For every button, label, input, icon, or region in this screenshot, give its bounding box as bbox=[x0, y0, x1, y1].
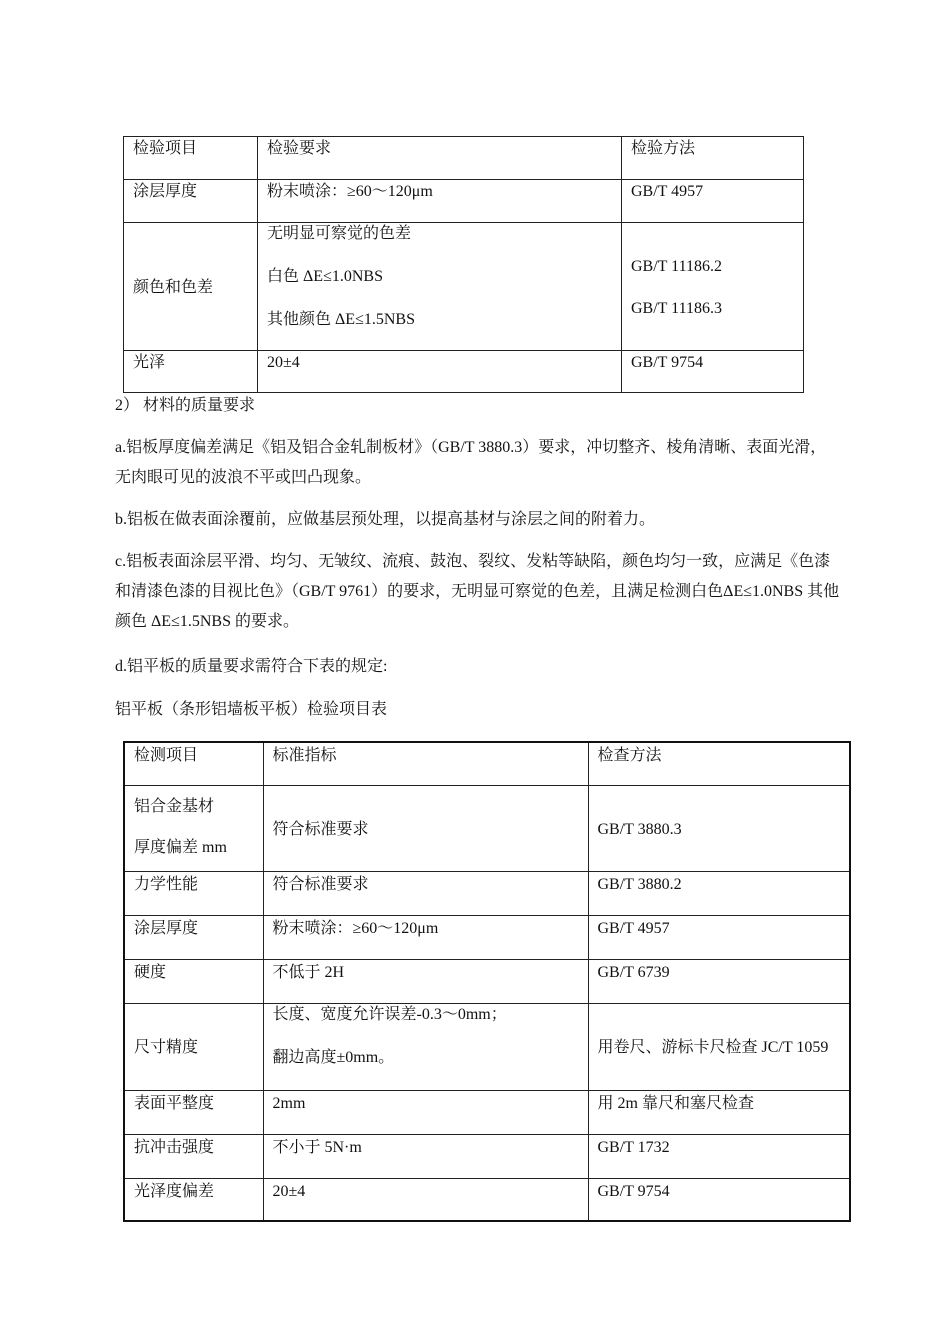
requirement-cell bbox=[258, 351, 622, 393]
item-cell: 表面平整度 bbox=[124, 1090, 263, 1134]
cell-line: 长度、宽度允许误差-0.3～0mm； bbox=[272, 1005, 507, 1023]
method-cell bbox=[588, 785, 850, 871]
header-cell: 检验方法 bbox=[622, 137, 804, 180]
item-cell: 尺寸精度 bbox=[124, 1003, 263, 1090]
cell-line: 粉末喷涂：≥60～120μm bbox=[267, 183, 433, 200]
cell-line: 20±4 bbox=[267, 354, 300, 371]
item-cell: 涂层厚度 bbox=[124, 180, 258, 223]
header-cell: 检查方法 bbox=[588, 742, 850, 785]
item-cell: 力学性能 bbox=[124, 871, 263, 915]
standard-cell: 不低于 2H bbox=[263, 959, 588, 1003]
table-header-row bbox=[124, 137, 804, 180]
cell-line: GB/T 3880.3 bbox=[597, 820, 682, 838]
item-cell: 光泽度偏差 bbox=[124, 1178, 263, 1221]
section-heading: 2） 材料的质量要求 bbox=[115, 397, 256, 414]
table-row bbox=[124, 351, 804, 393]
table-row bbox=[124, 1178, 850, 1221]
table-header-row bbox=[124, 742, 850, 785]
item-cell: 颜色和色差 bbox=[124, 223, 258, 351]
table-row bbox=[124, 1134, 850, 1178]
cell-line: 铝合金基材 bbox=[134, 797, 215, 815]
method-cell: GB/T 6739 bbox=[588, 959, 850, 1003]
standard-cell: 不小于 5N·m bbox=[263, 1134, 588, 1178]
header-cell: 标准指标 bbox=[263, 742, 588, 785]
method-cell: GB/T 9754 bbox=[588, 1178, 850, 1221]
paragraph-c: c.铝板表面涂层平滑、均匀、无皱纹、流痕、鼓泡、裂纹、发粘等缺陷，颜色均匀一致，应满足《色漆和清漆色漆的目视比色》（GB/T 9761）的要求，无明显可察觉的色差，且满足检测白色ΔE≤1.0NBS 其他颜色 ΔE≤1.5NBS 的要求。 bbox=[115, 553, 840, 630]
method-cell: 用 2m 靠尺和塞尺检查 bbox=[588, 1090, 850, 1134]
cell-line: 厚度偏差 mm bbox=[134, 838, 227, 856]
table-row bbox=[124, 223, 804, 351]
standard-cell: 符合标准要求 bbox=[263, 871, 588, 915]
standard-cell bbox=[263, 785, 588, 871]
table-row bbox=[124, 1003, 850, 1090]
cell-line: 白色 ΔE≤1.0NBS bbox=[267, 268, 383, 285]
aluminum-panel-inspection-table bbox=[123, 741, 851, 1222]
item-cell: 涂层厚度 bbox=[124, 915, 263, 959]
standard-cell: 粉末喷涂：≥60～120μm bbox=[263, 915, 588, 959]
method-cell: GB/T 1732 bbox=[588, 1134, 850, 1178]
paragraph-b: b.铝板在做表面涂覆前，应做基层预处理，以提高基材与涂层之间的附着力。 bbox=[115, 511, 656, 528]
paragraph-d: d.铝平板的质量要求需符合下表的规定: bbox=[115, 658, 388, 675]
method-cell: 用卷尺、游标卡尺检查 JC/T 1059 bbox=[588, 1003, 850, 1090]
table-row bbox=[124, 785, 850, 871]
method-cell bbox=[622, 351, 804, 393]
header-cell: 检验项目 bbox=[124, 137, 258, 180]
cell-line: 翻边高度±0mm。 bbox=[272, 1048, 395, 1066]
paragraph-a: a.铝板厚度偏差满足《铝及铝合金轧制板材》（GB/T 3880.3）要求，冲切整齐、棱角清晰、表面光滑，无肉眼可见的波浪不平或凹凸现象。 bbox=[115, 439, 827, 486]
table-row bbox=[124, 1090, 850, 1134]
item-cell bbox=[124, 785, 263, 871]
standard-cell: 20±4 bbox=[263, 1178, 588, 1221]
method-cell bbox=[622, 223, 804, 351]
header-cell: 检验要求 bbox=[258, 137, 622, 180]
cell-line: GB/T 4957 bbox=[631, 183, 704, 200]
method-cell: GB/T 4957 bbox=[588, 915, 850, 959]
table-caption: 铝平板（条形铝墙板平板）检验项目表 bbox=[115, 701, 388, 718]
requirement-cell bbox=[258, 223, 622, 351]
cell-line: GB/T 11186.3 bbox=[631, 299, 722, 317]
cell-line: GB/T 9754 bbox=[631, 354, 704, 371]
standard-cell bbox=[263, 1003, 588, 1090]
method-cell: GB/T 3880.2 bbox=[588, 871, 850, 915]
cell-line: GB/T 11186.2 bbox=[631, 257, 722, 275]
item-cell: 硬度 bbox=[124, 959, 263, 1003]
cell-line: 其他颜色 ΔE≤1.5NBS bbox=[267, 311, 415, 328]
table-row bbox=[124, 871, 850, 915]
method-cell bbox=[622, 180, 804, 223]
coating-inspection-table bbox=[123, 136, 804, 393]
item-cell: 光泽 bbox=[124, 351, 258, 393]
header-cell: 检测项目 bbox=[124, 742, 263, 785]
item-cell: 抗冲击强度 bbox=[124, 1134, 263, 1178]
standard-cell: 2mm bbox=[263, 1090, 588, 1134]
cell-line: 符合标准要求 bbox=[272, 820, 369, 838]
table-row bbox=[124, 915, 850, 959]
cell-line: 无明显可察觉的色差 bbox=[267, 225, 412, 242]
